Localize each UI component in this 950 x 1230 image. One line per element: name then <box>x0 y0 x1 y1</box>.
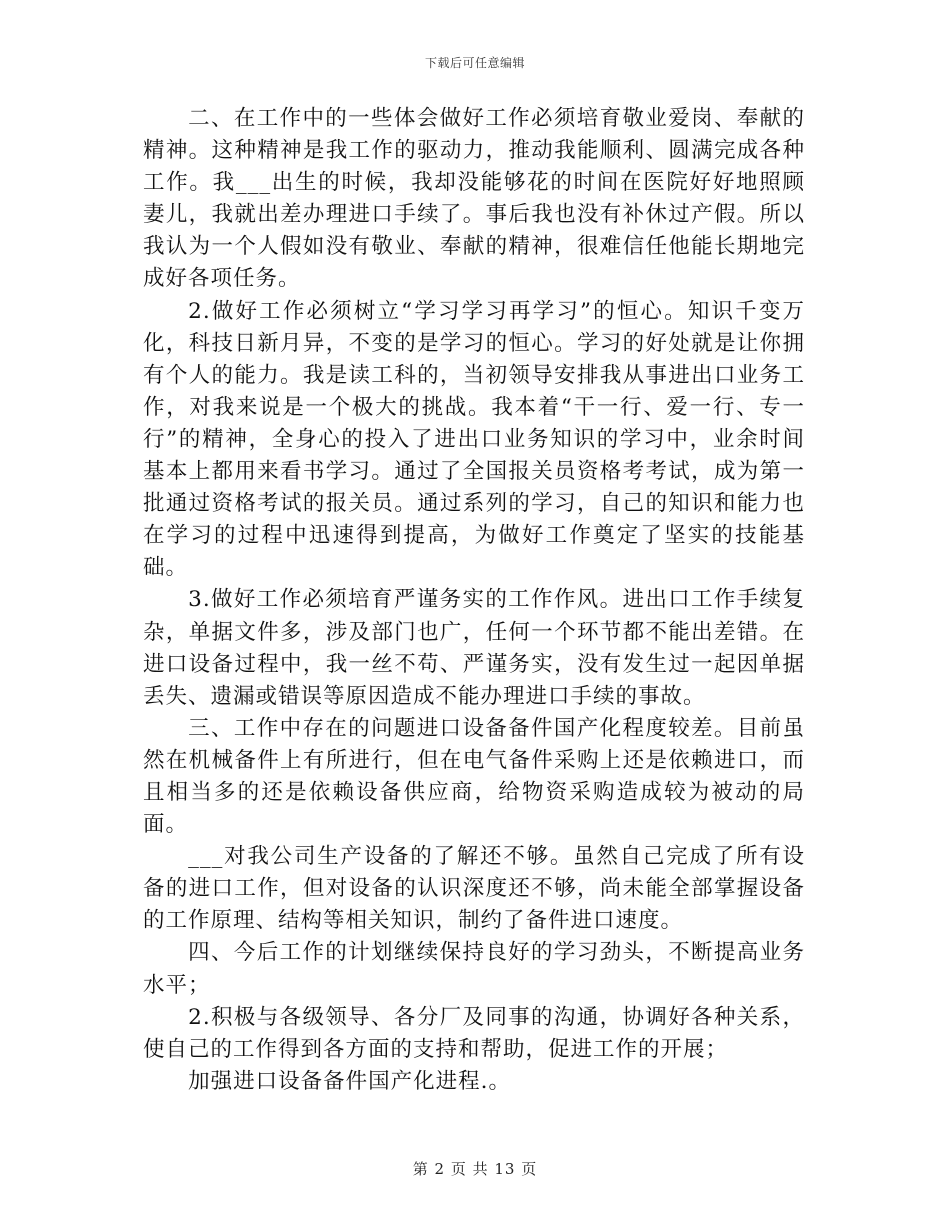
paragraph-problems: 三、工作中存在的问题进口设备备件国产化程度较差。目前虽然在机械备件上有所进行，但在电气备件采购上还是依赖进口，而且相当多的还是依赖设备供应商，给物资采购造成较为被动的局面。 <box>143 715 805 838</box>
paragraph-equipment-knowledge: ___对我公司生产设备的了解还不够。虽然自己完成了所有设备的进口工作，但对设备的认识深度还不够，尚未能全部掌握设备的工作原理、结构等相关知识，制约了备件进口速度。 <box>143 844 805 934</box>
page-number: 第 2 页 共 13 页 <box>412 1160 538 1178</box>
page-header: 下载后可任意编辑 <box>424 56 525 70</box>
paragraph-experience: 二、在工作中的一些体会做好工作必须培育敬业爱岗、奉献的精神。这种精神是我工作的驱动力，推动我能顺利、圆满完成各种工作。我___出生的时候，我却没能够花的时间在医院好好地照顾妻儿，我就出差办理进口手续了。事后我也没有补休过产假。所以我认为一个人假如没有敬业、奉献的精神，很难信任他能长期地完成好各项任务。 <box>143 106 805 292</box>
paragraph-work-style: 3.做好工作必须培育严谨务实的工作作风。进出口工作手续复杂，单据文件多，涉及部门也广，任何一个环节都不能出差错。在进口设备过程中，我一丝不苟、严谨务实，没有发生过一起因单据丢失、遗漏或错误等原因造成不能办理进口手续的事故。 <box>143 587 805 709</box>
paragraph-localization: 加强进口设备备件国产化进程.。 <box>188 1068 511 1094</box>
document-body <box>143 103 805 1098</box>
paragraph-communication: 2.积极与各级领导、各分厂及同事的沟通，协调好各种关系，使自己的工作得到各方面的支持和帮助，促进工作的开展； <box>143 1004 805 1062</box>
paragraph-learning: 2.做好工作必须树立“学习学习再学习”的恒心。知识千变万化，科技日新月异，不变的是学习的恒心。学习的好处就是让你拥有个人的能力。我是读工科的，当初领导安排我从事进出口业务工作，对我来说是一个极大的挑战。我本着“干一行、爱一行、专一行”的精神，全身心的投入了进出口业务知识的学习中，业余时间基本上都用来看书学习。通过了全国报关员资格考考试，成为第一批通过资格考试的报关员。通过系列的学习，自己的知识和能力也在学习的过程中迅速得到提高，为做好工作奠定了坚实的技能基础。 <box>143 298 805 581</box>
paragraph-future-plan: 四、今后工作的计划继续保持良好的学习劲头，不断提高业务水平； <box>143 940 805 998</box>
